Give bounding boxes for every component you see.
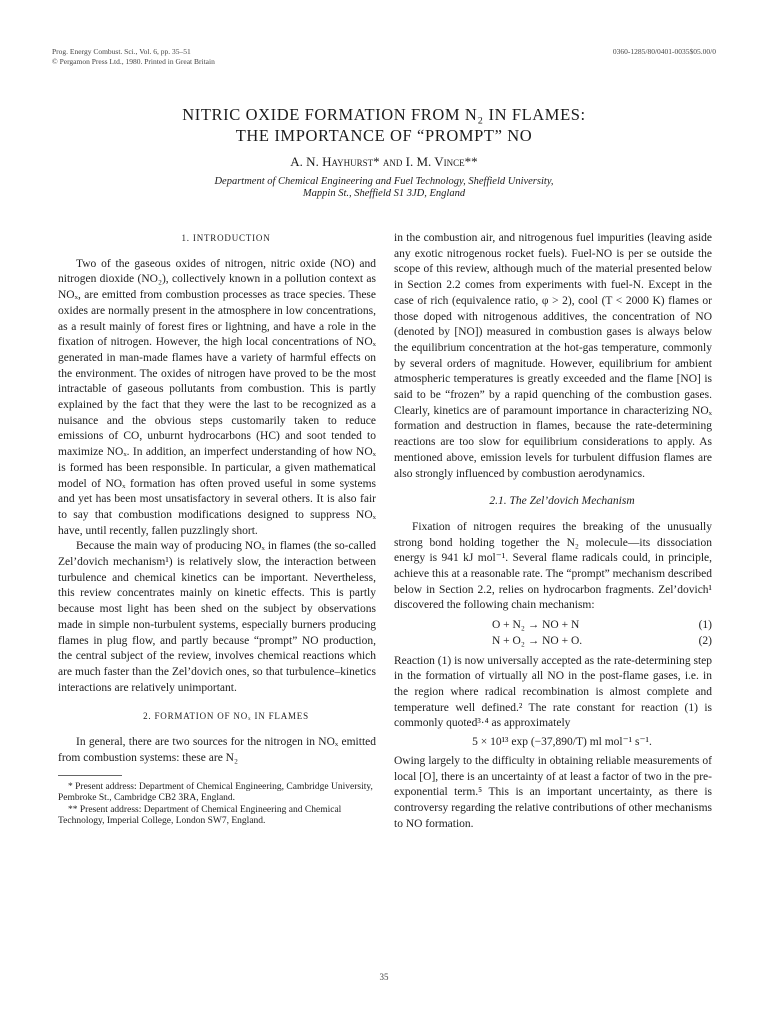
right-column bbox=[394, 231, 712, 832]
paragraph: Owing largely to the difficulty in obtaining reliable measurements of local [O], there is an uncertainty of at least a factor of two in the pre-exponential term.⁵ This is an important uncertainty, as there is controversy regarding the relative contributions of other mechanisms to NO formation. bbox=[394, 754, 712, 830]
affiliation-line-1: Department of Chemical Engineering and Fuel Technology, Sheffield University, bbox=[214, 176, 554, 187]
affiliation-line-2: Mappin St., Sheffield S1 3JD, England bbox=[302, 188, 466, 199]
article-title bbox=[0, 104, 768, 146]
paragraph: Reaction (1) is now universally accepted as the rate-determining step in the formation of virtually all NO in the post-flame gases, i.e. in the region where radical recombination is almost complete and temperature well defined.² The rate constant for reaction (1) is commonly quoted³·⁴ as approximately bbox=[394, 654, 712, 730]
subsection-heading bbox=[394, 494, 712, 510]
section-heading-introduction: 1. INTRODUCTION bbox=[181, 233, 271, 243]
journal-line-1: Prog. Energy Combust. Sci., Vol. 6, pp. 35–51 bbox=[52, 47, 191, 56]
subsection-title: 2.1. The Zel’dovich Mechanism bbox=[489, 495, 635, 508]
paragraph: In general, there are two sources for the nitrogen in NOₓ emitted from combustion systems: these are N₂ bbox=[58, 736, 376, 764]
equation-formula: N + O₂ → NO + O. bbox=[492, 634, 583, 647]
rate-constant-expression: 5 × 10¹³ exp (−37,890/T) ml mol⁻¹ s⁻¹. bbox=[472, 736, 652, 749]
footnotes bbox=[58, 775, 376, 828]
equation-2 bbox=[394, 634, 712, 650]
equation-formula: O + N₂ → NO + N bbox=[492, 619, 580, 632]
equation-number: (2) bbox=[698, 634, 712, 647]
equation-1 bbox=[394, 618, 712, 634]
affiliation bbox=[0, 176, 768, 200]
journal-line-2: © Pergamon Press Ltd., 1980. Printed in Great Britain bbox=[52, 57, 215, 66]
paragraph: Fixation of nitrogen requires the breaking of the unusually strong bond holding together the N₂ molecule—its dissociation energy is 941 kJ mol⁻¹. Several flame radicals could, in principle, achieve this at a reasonable rate. The “prompt” mechanism described below in Section 2.2, relies on hydrocarbon fragments. Zel’dovich¹ discovered the following chain mechanism: bbox=[394, 520, 712, 612]
page-number: 35 bbox=[379, 972, 389, 982]
paragraph: Because the main way of producing NOₓ in flames (the so-called Zel’dovich mechanism¹) is relatively slow, the interaction between turbulence and chemical kinetics can be important. Nevertheless, this review concentrates mainly on kinetic effects. This is partly because most light has been shed on the subject by observations made in simple non-turbulent systems, especially burners producing flames in plug flow, and partly because “prompt” NO production, the central subject of the review, involves chemical reactions which are much faster than the Zel’dovich ones, so that turbulence–kinetics interactions are relatively unimportant. bbox=[58, 540, 376, 694]
journal-citation bbox=[52, 47, 215, 67]
left-column bbox=[58, 231, 376, 828]
equation-number: (1) bbox=[698, 619, 712, 632]
paragraph: in the combustion air, and nitrogenous fuel impurities (leaving aside any exotic nitrogenous rocket fuels). Fuel-NO is per se outside the scope of this review, although much of the material presented below in Section 2.2 comes from experiments with fuel-N. Except in the case of rich (equivalence ratio, φ > 2), cool (T < 2000 K) flames or those doped with nitrogenous additives, the concentration of NO (denoted by [NO]) measured in combustion gases is always below the equilibrium concentration at the hot-gas temperature, commonly by several orders of magnitude. However, equilibrium for ambient atmospheric temperatures is greatly exceeded and the flame [NO] is said to be “frozen” by a rapid quenching of the combustion gases. Clearly, kinetics are of paramount importance in characterizing NOₓ formation and destruction in flames, because the rate-determining reactions are too slow for equilibrium considerations to apply. As mentioned above, emission levels for turbulent diffusion flames are also strongly influenced by combustion aerodynamics. bbox=[394, 232, 712, 480]
section-heading-formation: 2. FORMATION OF NOₓ IN FLAMES bbox=[143, 711, 309, 722]
article-code: 0360-1285/80/0401-0035$05.00/0 bbox=[612, 47, 716, 56]
footnote: ** Present address: Department of Chemical Engineering and Chemical Technology, Imperial College, London SW7, England. bbox=[58, 804, 342, 826]
title-line-1: NITRIC OXIDE FORMATION FROM N₂ IN FLAMES: bbox=[182, 105, 586, 124]
footnote: * Present address: Department of Chemical Engineering, Cambridge University, Pembroke St., Cambridge CB2 3RA, England. bbox=[58, 781, 373, 803]
paragraph: Two of the gaseous oxides of nitrogen, nitric oxide (NO) and nitrogen dioxide (NO₂), collectively known in a pollution context as NOₓ, are emitted from combustion processes as trace species. These oxides are normally present in the atmosphere in low concentrations, as a result mainly of forest fires or lightning, and have a role in the fixation of nitrogen. However, the high local concentrations of NOₓ generated in man-made flames have a variety of harmful effects on the environment. The oxides of nitrogen have proved to be the most intractable of gaseous pollutants from combustion. This is partly explained by the fact that they were the last to be recognized as a nuisance and the obvious steps customarily taken to reduce emissions of CO, unburnt hydrocarbons (HC) and soot tended to maximize NOₓ. In addition, an imperfect understanding of how NOₓ is formed has been responsible. In particular, a given mathematical model of NOₓ formation has often proved useful in some systems and yet has been most unsatisfactory in several others. It is also fair to say that combustion modifications designed to suppress NOₓ have, until recently, fallen puzzlingly short. bbox=[58, 257, 376, 537]
authors: A. N. Hayhurst* and I. M. Vince** bbox=[290, 154, 478, 169]
title-line-2: THE IMPORTANCE OF “PROMPT” NO bbox=[235, 126, 533, 145]
